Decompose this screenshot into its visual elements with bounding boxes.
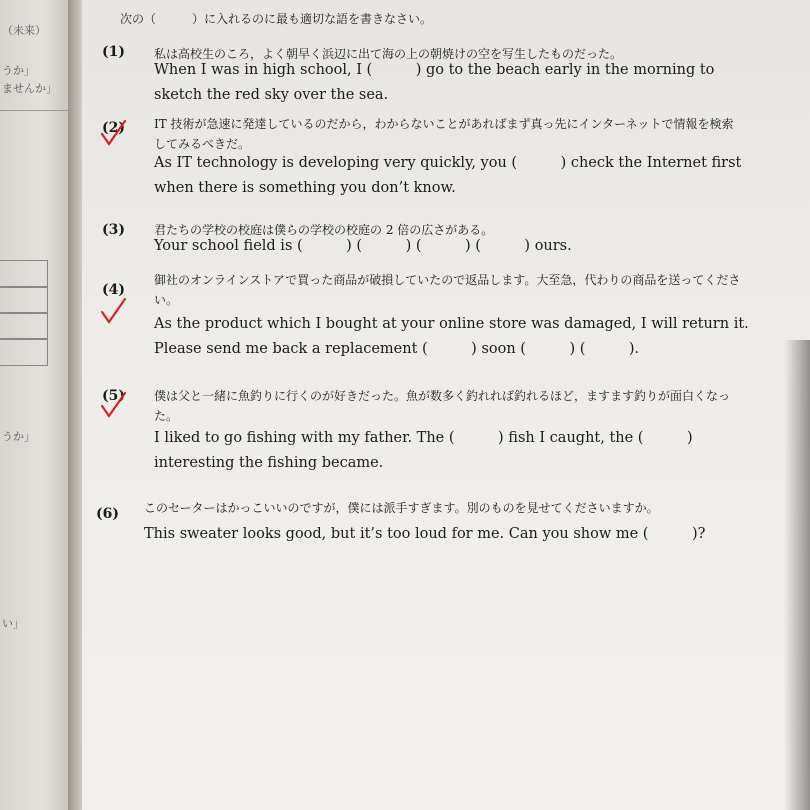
left-page [0,0,70,810]
left-fragment: い」 [2,617,24,630]
question-english: As IT technology is developing very quickly, you ( ) check the Internet first when there is something you don’t know. [154,155,742,196]
left-fragment: うか」 [2,430,35,443]
check-mark-icon [98,118,128,148]
left-page-table-row [0,338,48,366]
instruction: 次の（ ）に入れるのに最も適切な語を書きなさい。 [120,12,433,26]
question-english: I liked to go fishing with my father. The ( ) fish I caught, the ( ) interesting the fishing became. [154,430,693,471]
question-number: (2) [102,120,125,136]
left-page-table-row [0,312,48,340]
left-fragment: ませんか」 [2,82,57,95]
question-japanese: IT 技術が急速に発達しているのだから，わからないことがあればまず真っ先にインターネットで情報を検索してみるべきだ。 [154,117,734,151]
left-page-table-row [0,260,48,288]
page-shadow [784,340,810,810]
left-fragment: うか」 [2,64,35,77]
question-number: (6) [96,506,119,522]
check-mark-icon [98,296,128,326]
question-japanese: 御社のオンラインストアで買った商品が破損していたので返品します。大至急，代わりの商品を送ってください。 [154,273,741,307]
question-japanese: 僕は父と一緒に魚釣りに行くのが好きだった。魚が数多く釣れれば釣れるほど，ますます釣りが面白くなった。 [154,389,731,423]
question-number: (5) [102,388,125,404]
workbook-page [82,0,810,810]
question-english: This sweater looks good, but it’s too loud for me. Can you show me ( )? [144,526,706,542]
question-english: Your school field is ( ) ( ) ( ) ( ) ours. [154,238,572,254]
question-english: When I was in high school, I ( ) go to the beach early in the morning to sketch the red sky over the sea. [154,62,715,103]
question-number: (1) [102,44,125,60]
question-number: (3) [102,222,125,238]
question-english: As the product which I bought at your online store was damaged, I will return it. Please send me back a replacement ( ) soon ( ) ( ). [154,316,749,357]
question-japanese: このセーターはかっこいいのですが，僕には派手すぎます。別のものを見せてくださいますか。 [144,501,659,515]
question-number: (4) [102,282,125,298]
question-japanese: 私は高校生のころ，よく朝早く浜辺に出て海の上の朝焼けの空を写生したものだった。 [154,47,623,61]
left-page-table-row [0,286,48,314]
question-japanese: 君たちの学校の校庭は僕らの学校の校庭の 2 倍の広さがある。 [154,223,494,237]
left-fragment: （未来） [2,24,46,37]
check-mark-icon [98,390,128,420]
